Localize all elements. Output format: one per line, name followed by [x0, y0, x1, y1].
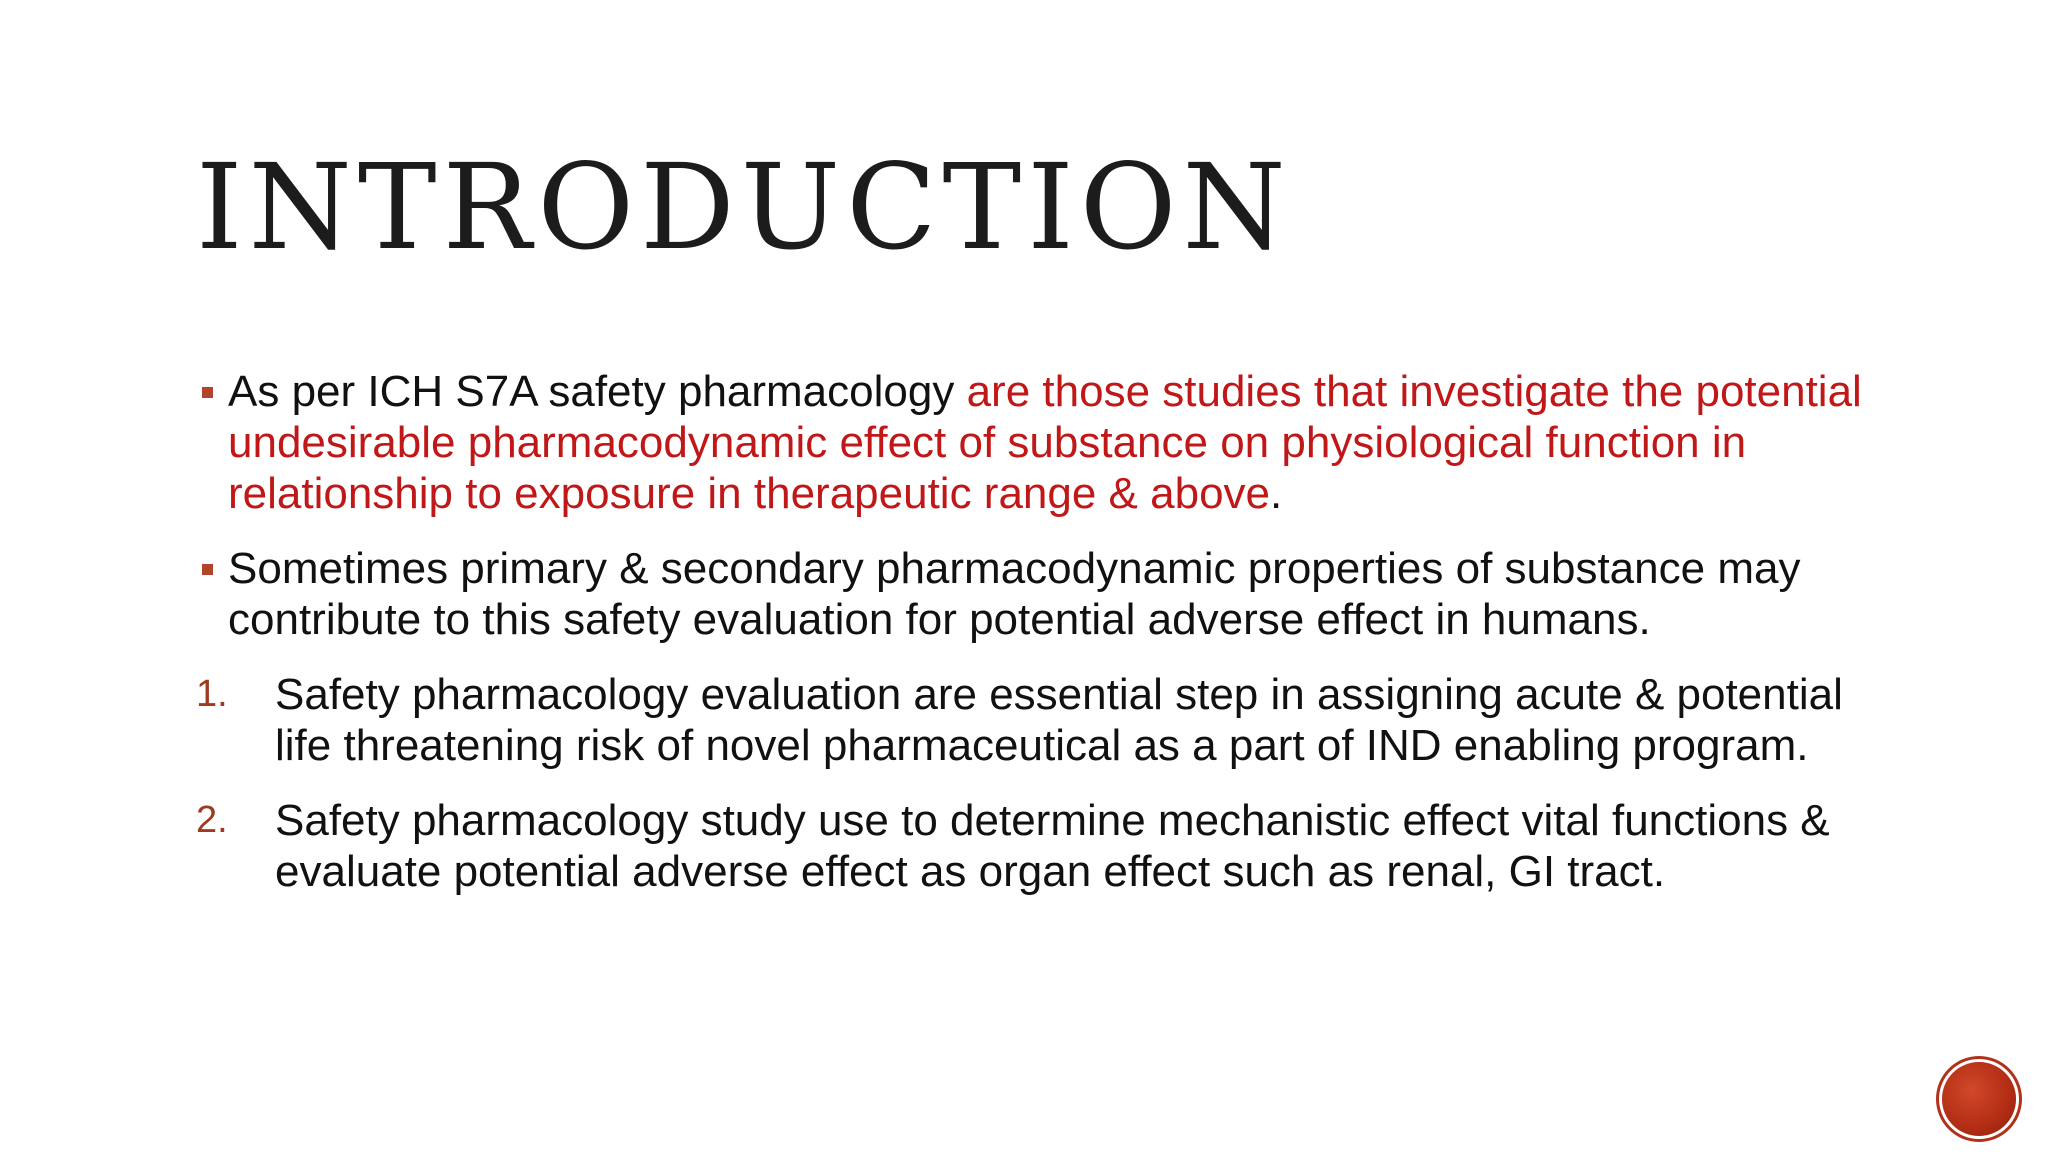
square-bullet-icon — [202, 564, 213, 575]
numbered-item — [196, 795, 1896, 897]
square-bullet-icon — [202, 387, 213, 398]
list-number: 2. — [196, 799, 228, 841]
slide-nav-circle-icon[interactable] — [1942, 1062, 2016, 1136]
numbered-text: Safety pharmacology evaluation are essential step in assigning acute & potential life threatening risk of novel pharmaceutical as a part of IND enabling program. — [275, 670, 1843, 770]
bullet-highlight-text: are those studies that investigate the potential undesirable pharmacodynamic effect of substance on physiological function in relationship to exposure in therapeutic range & above — [228, 367, 1862, 518]
slide-body — [196, 366, 1896, 921]
bullet-text-tail: . — [1270, 469, 1283, 518]
bullet-item — [196, 543, 1896, 645]
slide-title: INTRODUCTION — [196, 138, 1292, 276]
list-number: 1. — [196, 673, 228, 715]
numbered-item — [196, 669, 1896, 771]
bullet-item — [196, 366, 1896, 519]
bullet-text: Sometimes primary & secondary pharmacodynamic properties of substance may contribute to this safety evaluation for potential adverse effect in humans. — [228, 544, 1801, 644]
numbered-text: Safety pharmacology study use to determine mechanistic effect vital functions & evaluate potential adverse effect as organ effect such as renal, GI tract. — [275, 796, 1830, 896]
bullet-text: As per ICH S7A safety pharmacology — [228, 367, 967, 416]
